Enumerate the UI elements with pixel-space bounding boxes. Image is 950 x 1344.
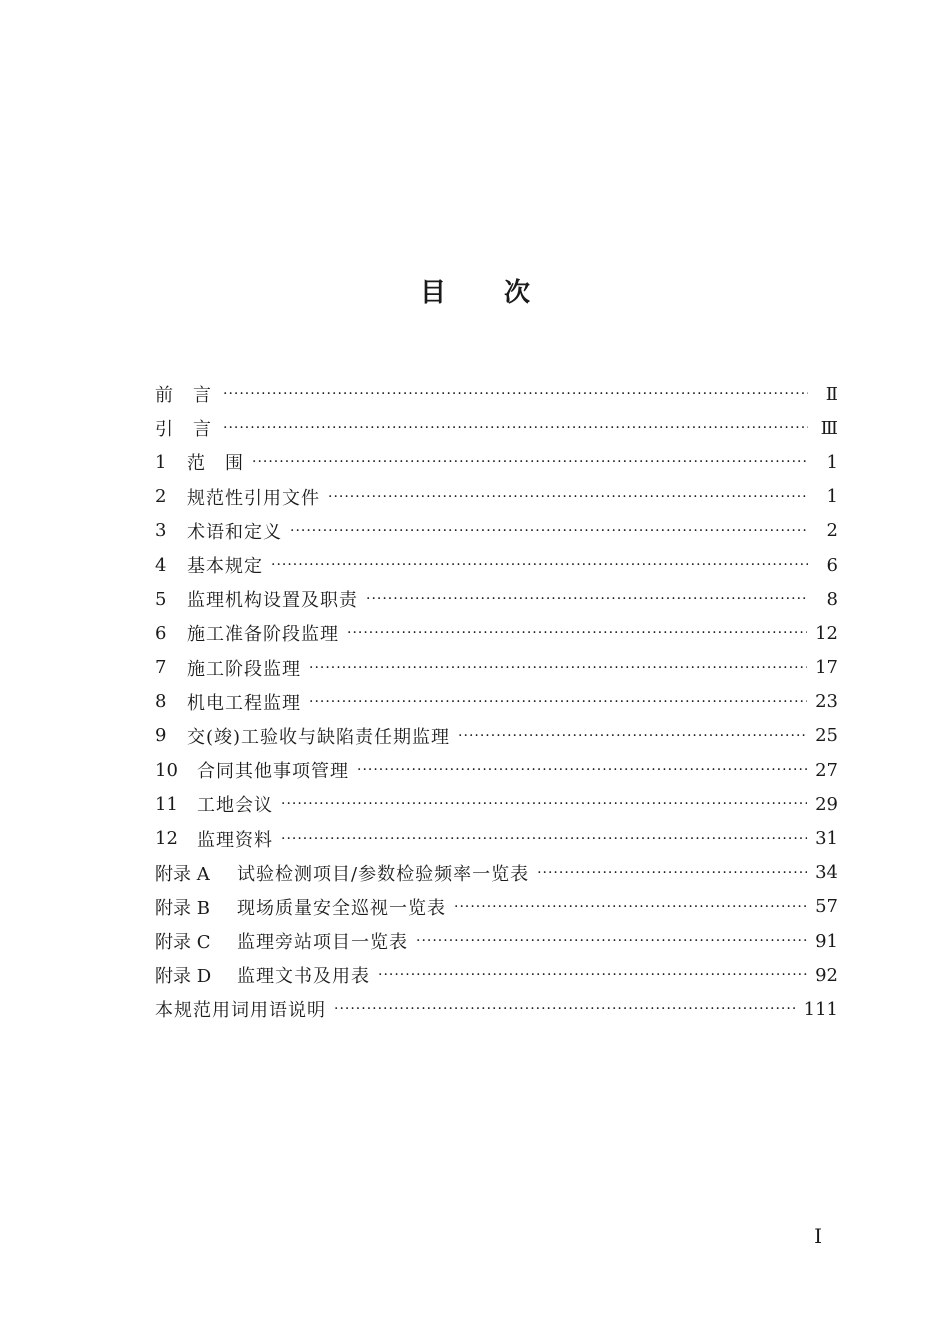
toc-entry-page: 57 [815,896,838,918]
toc-entry-number: 7 [155,657,167,679]
toc-entry-label: 施工阶段监理 [187,658,301,680]
toc-leader [223,385,808,403]
toc-entry-label: 本规范用词用语说明 [155,1000,326,1022]
toc-leader [271,556,808,574]
toc-leader [328,488,808,506]
toc-leader [357,761,807,779]
toc-leader [458,727,807,745]
toc-entry-number: 2 [155,486,167,508]
toc-entry-appendix-a[interactable] [155,856,838,890]
toc-leader [537,864,807,882]
toc-entry-page: 29 [815,793,838,815]
toc-entry-foreword[interactable] [155,377,838,411]
toc-entry-label: 基本规定 [187,556,263,578]
toc-entry-4[interactable] [155,548,838,582]
toc-entry-1[interactable] [155,445,838,479]
toc-leader [252,453,808,471]
toc-entry-page: Ⅲ [820,417,838,439]
toc-entry-number: 附录 D [155,966,212,988]
toc-entry-number: 4 [155,554,167,576]
toc-leader [281,830,807,848]
toc-leader [290,522,808,540]
toc-entry-label: 现场质量安全巡视一览表 [237,897,446,919]
toc-leader [454,898,807,916]
toc-leader [378,966,807,984]
toc-entry-number: 10 [155,759,178,781]
toc-entry-label: 规范性引用文件 [187,487,320,509]
toc-entry-label: 范 围 [187,453,244,475]
toc-entry-label: 监理旁站项目一览表 [237,932,408,954]
toc-entry-number: 附录 C [155,932,211,954]
toc-entry-terminology-note[interactable] [155,992,838,1026]
toc-entry-page: 27 [815,759,838,781]
toc-leader [416,932,807,950]
toc-entry-page: 1 [826,451,838,473]
toc-entry-number: 5 [155,588,167,610]
toc-entry-number: 6 [155,622,167,644]
page-number: I [814,1224,822,1248]
toc-entry-appendix-c[interactable] [155,924,838,958]
toc-entry-page: 91 [815,930,838,952]
toc-entry-6[interactable] [155,616,838,650]
toc-leader [309,693,807,711]
toc-entry-page: 23 [815,691,838,713]
toc-entry-9[interactable] [155,719,838,753]
toc-entry-2[interactable] [155,480,838,514]
toc-entry-page: Ⅱ [825,383,838,405]
toc-entry-number: 9 [155,725,167,747]
toc-entry-number: 附录 A [155,863,210,885]
toc-entry-page: 6 [826,554,838,576]
toc-entry-8[interactable] [155,685,838,719]
toc-entry-12[interactable] [155,821,838,855]
toc-entry-label: 交(竣)工验收与缺陷责任期监理 [187,726,451,748]
toc-entry-3[interactable] [155,514,838,548]
toc-entry-label: 监理机构设置及职责 [187,590,358,612]
toc-entry-label: 术语和定义 [187,521,282,543]
toc-entry-page: 2 [826,520,838,542]
toc-entry-label: 监理资料 [197,829,273,851]
toc-entry-page: 1 [826,486,838,508]
toc-entry-label: 合同其他事项管理 [197,761,349,783]
toc-entry-page: 31 [815,828,838,850]
toc-entry-number: 1 [155,451,167,473]
toc-entry-appendix-d[interactable] [155,958,838,992]
toc-leader [281,795,807,813]
toc-entry-number: 附录 B [155,897,210,919]
toc-entry-label: 工地会议 [197,795,273,817]
toc-entry-label: 前 言 [155,385,212,407]
toc-leader [366,590,808,608]
toc-entry-page: 34 [815,862,838,884]
toc-entry-label: 施工准备阶段监理 [187,624,339,646]
toc-entry-number: 3 [155,520,167,542]
toc-entry-page: 8 [826,588,838,610]
page-title [0,272,950,309]
toc-leader [334,1000,796,1018]
toc-entry-number: 12 [155,828,178,850]
toc-leader [347,624,807,642]
toc-entry-introduction[interactable] [155,411,838,445]
toc-entry-label: 监理文书及用表 [237,966,370,988]
toc-entry-5[interactable] [155,582,838,616]
title-char-2: 次 [504,278,531,308]
toc-entry-11[interactable] [155,787,838,821]
toc-entry-number: 8 [155,691,167,713]
toc-entry-page: 111 [803,998,838,1020]
toc-entry-appendix-b[interactable] [155,890,838,924]
table-of-contents [155,377,838,1027]
toc-entry-page: 17 [815,657,838,679]
toc-entry-10[interactable] [155,753,838,787]
toc-leader [309,659,807,677]
toc-entry-label: 试验检测项目/参数检验频率一览表 [237,863,530,885]
toc-entry-label: 机电工程监理 [187,692,301,714]
title-char-1: 目 [419,278,446,308]
toc-entry-7[interactable] [155,651,838,685]
toc-entry-label: 引 言 [155,419,212,441]
toc-entry-page: 25 [815,725,838,747]
toc-entry-number: 11 [155,793,178,815]
toc-entry-page: 92 [815,964,838,986]
toc-entry-page: 12 [815,622,838,644]
toc-leader [223,419,808,437]
